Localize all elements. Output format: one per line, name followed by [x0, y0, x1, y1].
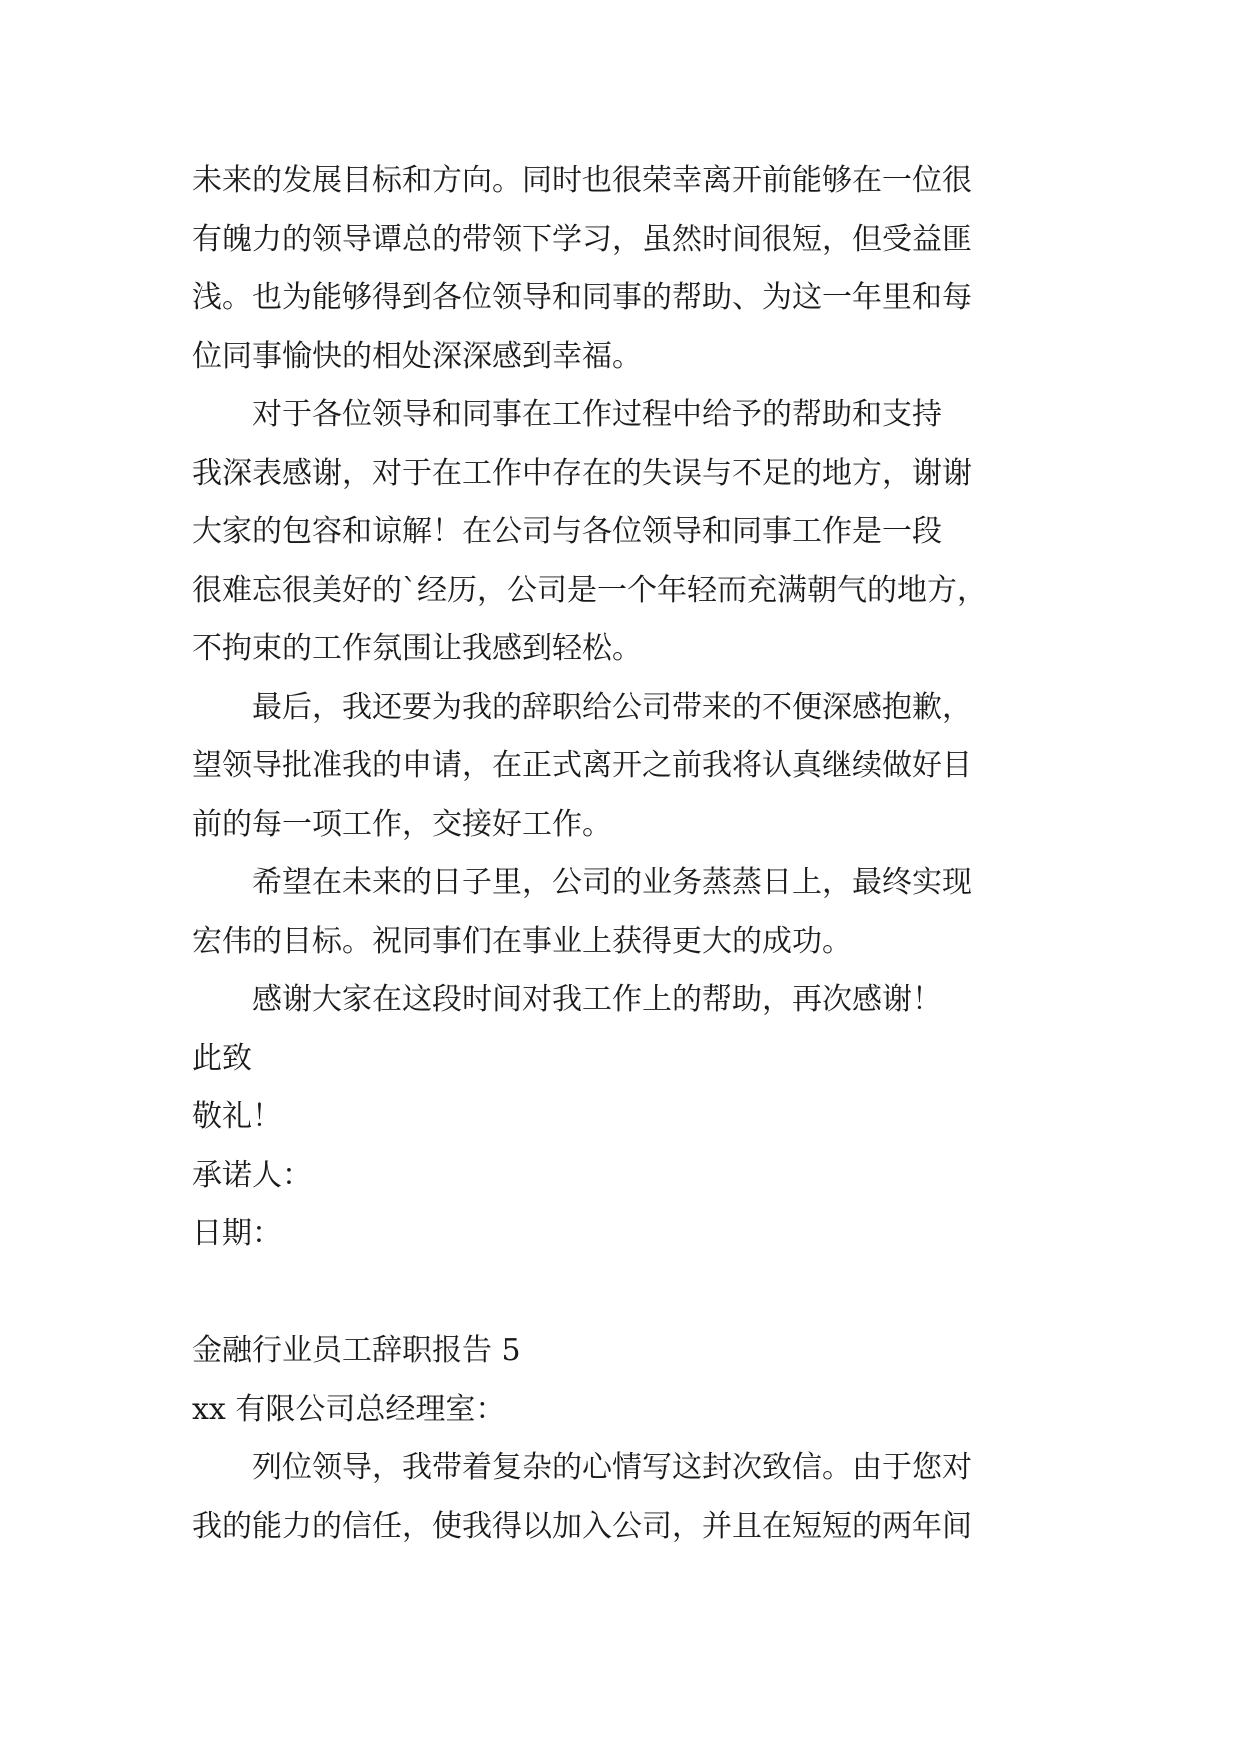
- section-title: 金融行业员工辞职报告 5: [192, 1333, 521, 1368]
- paragraph-thanks: [192, 386, 1062, 679]
- text-line: 我的能力的信任，使我得以加入公司，并且在短短的两年间: [192, 1508, 972, 1544]
- text-line: 不拘束的工作氛围让我感到轻松。: [192, 631, 642, 666]
- text-line: 对于各位领导和同事在工作过程中给予的帮助和支持: [192, 397, 942, 432]
- paragraph-wishes: [192, 854, 1062, 971]
- closing-greeting: 此致: [192, 1040, 252, 1076]
- text-line: 有魄力的领导谭总的带领下学习，虽然时间很短，但受益匪: [192, 221, 972, 257]
- paragraph-final-thanks: [192, 971, 1062, 1030]
- text-line: 很难忘很美好的`经历，公司是一个年轻而充满朝气的地方，: [192, 572, 987, 608]
- text-line: 最后，我还要为我的辞职给公司带来的不便深感抱歉，: [192, 689, 972, 725]
- paragraph-continued: [192, 152, 1062, 386]
- text-line: 我深表感谢，对于在工作中存在的失误与不足的地方，谢谢: [192, 455, 972, 491]
- text-line: 望领导批准我的申请，在正式离开之前我将认真继续做好目: [192, 748, 972, 783]
- section-5: [192, 1322, 1062, 1556]
- document-body: [192, 152, 1062, 1556]
- text-line: 大家的包容和谅解！在公司与各位领导和同事工作是一段: [192, 514, 942, 549]
- text-line: 未来的发展目标和方向。同时也很荣幸离开前能够在一位很: [192, 163, 972, 198]
- date-label: 日期：: [192, 1216, 282, 1251]
- paragraph-apology: [192, 679, 1062, 855]
- text-line: 前的每一项工作，交接好工作。: [192, 806, 612, 842]
- promiser-label: 承诺人：: [192, 1157, 312, 1193]
- text-line: 宏伟的目标。祝同事们在事业上获得更大的成功。: [192, 923, 852, 959]
- closing-salute: 敬礼！: [192, 1099, 282, 1134]
- text-line: 浅。也为能够得到各位领导和同事的帮助、为这一年里和每: [192, 280, 972, 315]
- text-line: 列位领导，我带着复杂的心情写这封次致信。由于您对: [192, 1450, 972, 1485]
- section-gap: [192, 1264, 1062, 1323]
- text-line: 感谢大家在这段时间对我工作上的帮助，再次感谢！: [192, 982, 942, 1017]
- addressee: xx 有限公司总经理室：: [192, 1391, 506, 1427]
- text-line: 希望在未来的日子里，公司的业务蒸蒸日上，最终实现: [192, 865, 972, 900]
- text-line: 位同事愉快的相处深深感到幸福。: [192, 338, 642, 374]
- closing-block: [192, 1030, 1062, 1264]
